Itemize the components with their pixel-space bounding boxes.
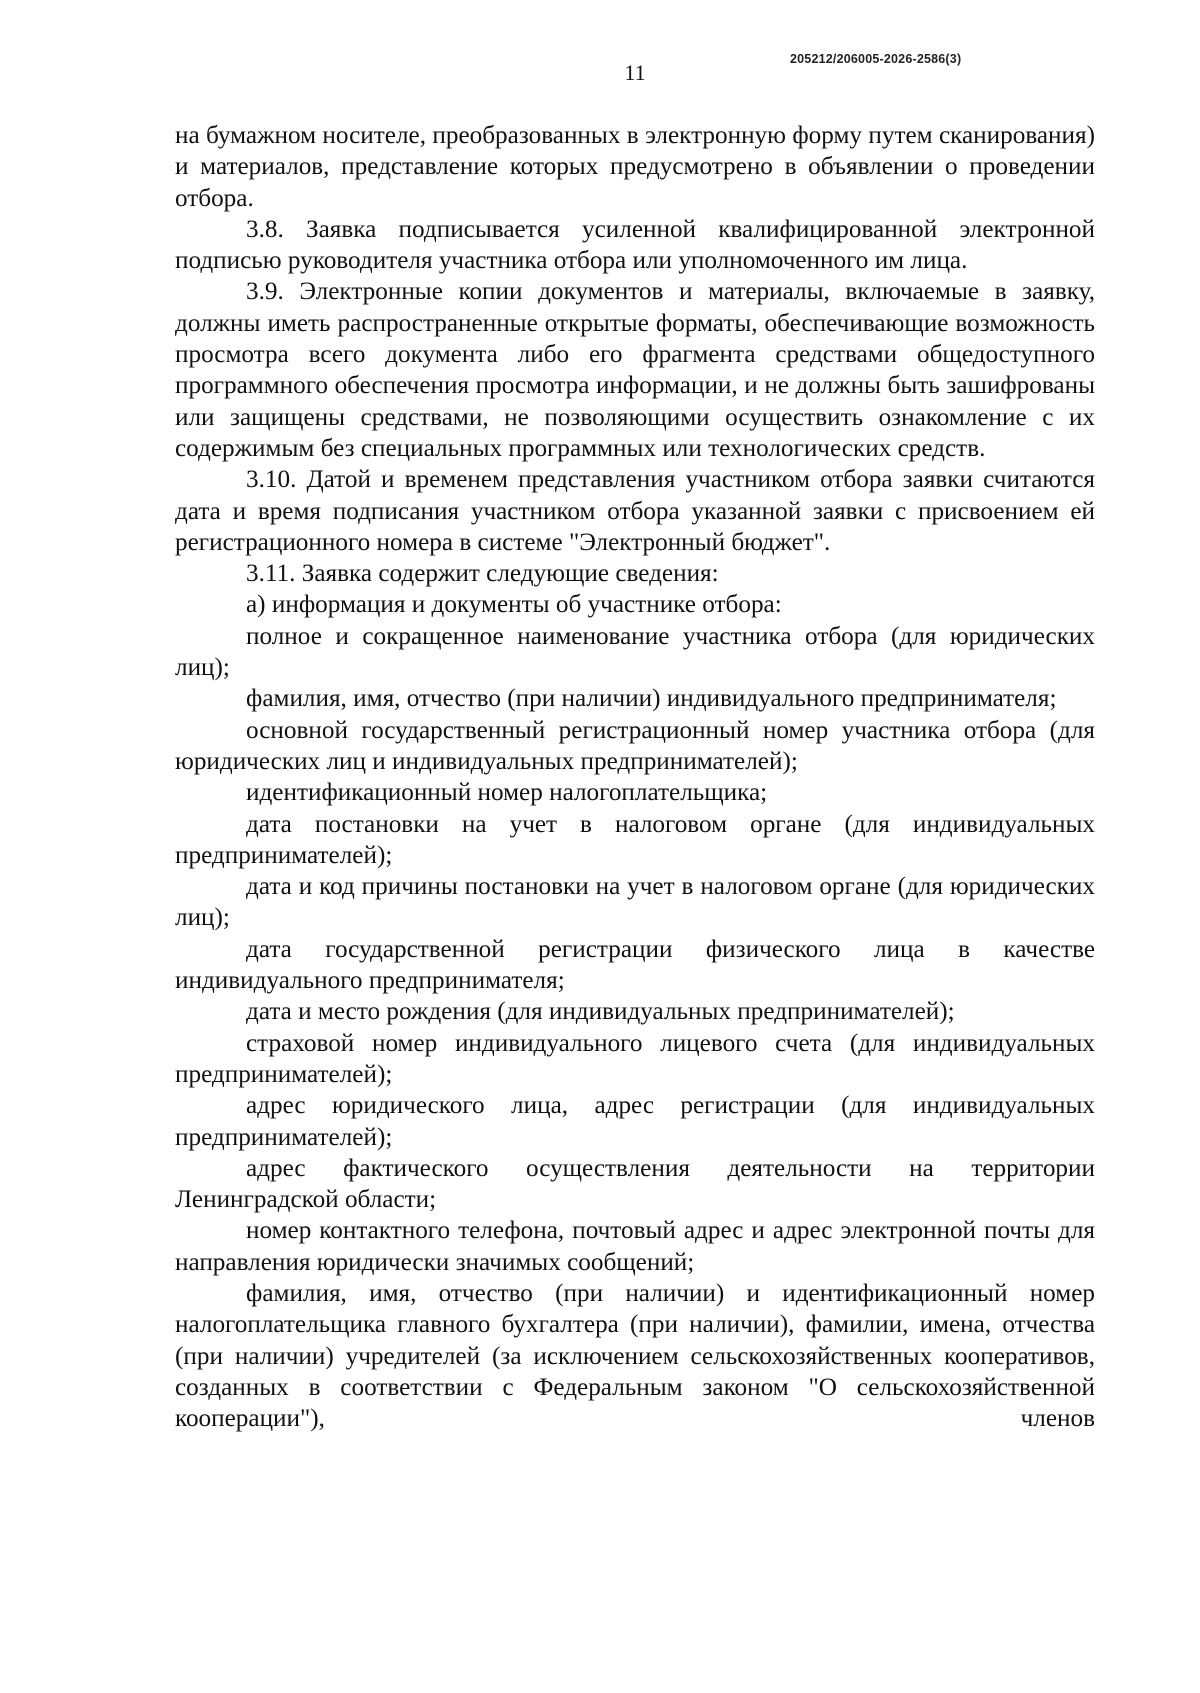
list-item: адрес фактического осуществления деятельности на территории Ленинградской области; — [175, 1154, 1095, 1214]
paragraph-3-11: 3.11. Заявка содержит следующие сведения: — [246, 560, 719, 588]
list-item: полное и сокращенное наименование участника отбора (для юридических лиц); — [175, 622, 1095, 682]
list-item: номер контактного телефона, почтовый адрес и адрес электронной почты для направления юридически значимых сообщений; — [175, 1217, 1095, 1276]
paragraph-3-10: 3.10. Датой и временем представления участником отбора заявки считаются дата и время подписания участником отбора указанной заявки с присвоением ей регистрационного номера в системе "Электронный бюджет". — [175, 466, 1095, 556]
list-item: адрес юридического лица, адрес регистрации (для индивидуальных предпринимателей); — [175, 1092, 1095, 1151]
paragraph-continuation: на бумажном носителе, преобразованных в электронную форму путем сканирования) и материалов, представление которых предусмотрено в объявлении о проведении отбора. — [175, 122, 1095, 212]
list-item: дата и код причины постановки на учет в налоговом органе (для юридических лиц); — [175, 873, 1095, 932]
list-item: идентификационный номер налогоплательщика; — [246, 779, 768, 807]
list-item: основной государственный регистрационный номер участника отбора (для юридических лиц и индивидуальных предпринимателей); — [175, 716, 1095, 775]
paragraph-3-8: 3.8. Заявка подписывается усиленной квалифицированной электронной подписью руководителя участника отбора или уполномоченного им лица. — [175, 215, 1095, 275]
list-heading-a: а) информация и документы об участнике отбора: — [246, 591, 782, 619]
page-number: 11 — [624, 60, 646, 85]
list-item: фамилия, имя, отчество (при наличии) и идентификационный номер налогоплательщика главного бухгалтера (при наличии), фамилии, имена, отчества (при наличии) учредителей (за исключением сельскохозяйственных кооперативов, созданных в соответствии с Федеральным законом "О сельскохозяйственной кооперации"), членов — [175, 1279, 1095, 1433]
list-item: дата государственной регистрации физического лица в качестве индивидуального предпринимателя; — [175, 935, 1095, 995]
document-body — [175, 120, 1095, 1434]
list-item: дата и место рождения (для индивидуальных предпринимателей); — [246, 998, 955, 1026]
document-registration-number: 205212/206005-2026-2586(3) — [790, 52, 962, 66]
list-item: страховой номер индивидуального лицевого счета (для индивидуальных предпринимателей); — [175, 1029, 1095, 1088]
paragraph-3-9: 3.9. Электронные копии документов и материалы, включаемые в заявку, должны иметь распространенные открытые форматы, обеспечивающие возможность просмотра всего документа либо его фрагмента средствами общедоступного программного обеспечения просмотра информации, и не должны быть зашифрованы или защищены средствами, не позволяющими осуществить ознакомление с их содержимым без специальных программных или технологических средств. — [175, 278, 1095, 462]
list-item: фамилия, имя, отчество (при наличии) индивидуального предпринимателя; — [246, 685, 1057, 713]
list-item: дата постановки на учет в налоговом органе (для индивидуальных предпринимателей); — [175, 810, 1095, 869]
